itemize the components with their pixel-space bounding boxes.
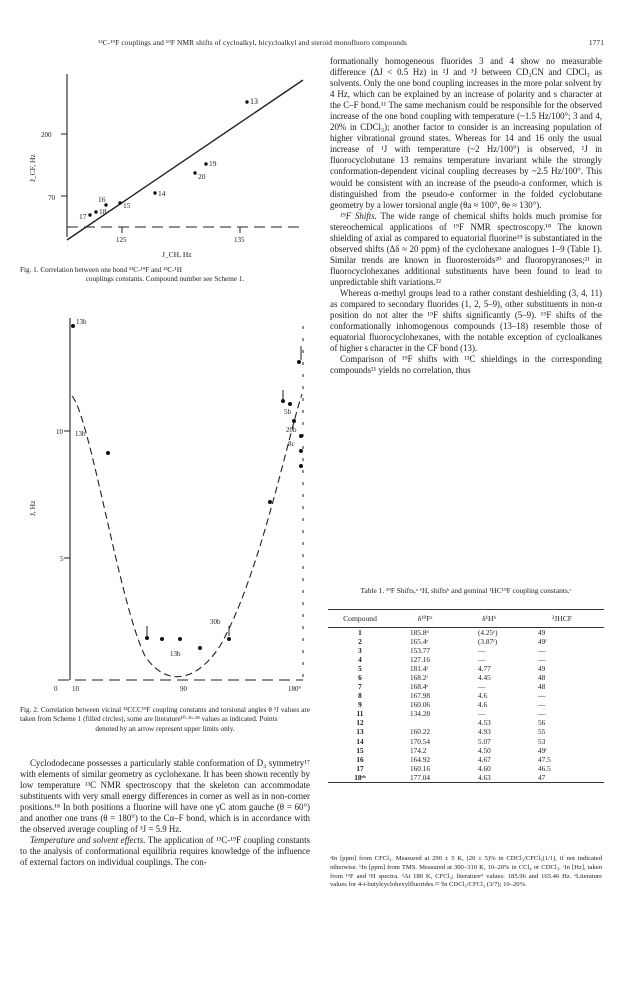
table-cell: 5.07 xyxy=(478,736,491,746)
table-cell: 49 xyxy=(538,628,546,637)
table-row xyxy=(328,664,604,673)
fig2-point xyxy=(292,419,296,423)
table-cell: — xyxy=(538,709,546,719)
fig1-point xyxy=(245,100,248,103)
fig2-ytick-label: 5 xyxy=(60,555,64,563)
table-header-row xyxy=(328,610,604,628)
fig1-xlabel: J_CH, Hz xyxy=(162,250,192,259)
table-cell: 4 xyxy=(358,655,362,665)
table-cell: 47.5 xyxy=(538,754,551,764)
table-cell: — xyxy=(478,646,486,656)
table-cell: — xyxy=(478,709,486,719)
table-cell: 164.92 xyxy=(410,754,431,764)
table-cell: 160.22 xyxy=(410,727,431,737)
fig2-point xyxy=(281,399,285,403)
figure-1-plot xyxy=(20,62,310,290)
table-cell: 47 xyxy=(520,773,604,783)
fig1-point xyxy=(118,201,121,204)
figure-2-plot xyxy=(20,306,310,691)
table-cell: 185.8ᵈ xyxy=(410,628,429,637)
fig2-point-label: 13b xyxy=(76,318,87,326)
table-cell: 160.06 xyxy=(410,700,431,710)
fig2-point-label: 20b xyxy=(286,426,297,434)
table-cell: 168.2ᶠ xyxy=(410,673,428,683)
fig1-point-label: 13 xyxy=(250,97,258,106)
fig2-xtick-label: 90 xyxy=(180,685,187,693)
table-cell: 4.60 xyxy=(478,763,491,773)
table-cell: 18ᵉʰ xyxy=(328,773,392,783)
fig1-point-label: 17 xyxy=(79,212,87,221)
table-cell: 56 xyxy=(538,718,546,728)
fig1-point xyxy=(153,191,156,194)
table-cell xyxy=(392,718,458,727)
table-cell: 49 xyxy=(538,664,546,674)
table-row xyxy=(328,655,604,664)
fig1-point xyxy=(193,171,196,174)
fig1-regression-line xyxy=(67,80,303,240)
running-title: ¹³C-¹⁹F couplings and ¹⁹F NMR shifts of cycloalkyl, bicycloalkyl and steroid monofluoro compounds xyxy=(98,38,407,47)
fig2-upper-limit-arrows xyxy=(147,346,301,636)
fig1-point-label: 15 xyxy=(123,201,131,210)
table-cell: — xyxy=(478,682,486,692)
table-cell: 127.16 xyxy=(410,655,431,665)
table-cell: 11 xyxy=(356,709,364,719)
table-row xyxy=(328,691,604,700)
table-row xyxy=(328,709,604,718)
table-cell: — xyxy=(538,700,546,710)
fig1-point xyxy=(204,162,207,165)
paragraph xyxy=(330,211,602,288)
table-cell: 174.2 xyxy=(410,745,427,755)
table-row xyxy=(328,646,604,655)
fig1-point xyxy=(94,210,97,213)
table-title: Table 1. ¹⁹F Shifts,ᵃ ¹H, shiftsᵇ and geminal ¹HC¹⁹F coupling constants.ᶜ xyxy=(360,586,572,595)
figure-1-caption xyxy=(20,266,310,285)
table-cell: 12 xyxy=(356,718,364,728)
fig2-point-label: 8c xyxy=(288,440,295,448)
table-cell: 3 xyxy=(358,646,362,656)
fig2-xtick-label: 0 xyxy=(54,685,58,693)
table-row xyxy=(328,673,604,682)
table-cell: 49ᶠ xyxy=(538,745,547,755)
table-row xyxy=(328,764,604,773)
table-row xyxy=(328,682,604,691)
fig1-point xyxy=(88,213,91,216)
table-cell: (3.87ᶠ) xyxy=(478,637,498,647)
table-cell: — xyxy=(478,655,486,665)
fig2-xtick-label: 180° xyxy=(288,685,302,693)
table-cell: 168.4ᵉ xyxy=(410,682,429,692)
column-header: δ¹Hᵇ xyxy=(458,610,520,628)
paragraph: Whereas α-methyl groups lead to a rather constant deshielding (3, 4, 11) as compared to secondary fluorides (1, 2, 5–9), other substituents in non-α position do not alter the ¹⁹F shifts significantly (5–9). ¹⁹F shifts of the conformationally inhomogenous compounds (13–18) resemble those of equatorial fluorocyclohexanes, with the notable exception of cycloalkanes of higher s character in the CF bond (13). xyxy=(330,287,602,354)
fig1-point-label: 19 xyxy=(209,159,217,168)
fig1-ytick-label: 70 xyxy=(48,194,55,202)
paragraph: Cyclododecane possesses a particularly stable conformation of D₄ symmetry¹⁷ with elements of similar geometry as cyclohexane. It has been shown recently by low temperature ¹³C NMR spectroscopy that the skeleton can accommodate substituents with very small energy differences in corner as well as in non-corner positions.¹⁸ In both positions a fluorine will have one γC atom gauche (θ = 60°) and another one trans (θ = 180°) to the Cα–F bond, which is in accordance with the observed average coupling of ³J = 5.9 Hz. xyxy=(20,758,310,835)
table-cell: 4.53 xyxy=(478,718,491,728)
table-row xyxy=(328,746,604,755)
paragraph xyxy=(20,835,310,868)
table-cell: 48 xyxy=(538,682,546,692)
table-row xyxy=(328,700,604,709)
section-heading: Temperature and solvent effects. xyxy=(30,835,146,846)
table-cell: 4.67 xyxy=(478,754,491,764)
table-row xyxy=(328,637,604,646)
page-number: 1771 xyxy=(588,38,604,47)
table-cell: 6 xyxy=(358,673,362,683)
table-cell: 181.4ᶠ xyxy=(410,664,428,674)
fig2-point xyxy=(288,402,292,406)
fig1-point-label: 16 xyxy=(98,195,106,204)
table-cell: 4.77 xyxy=(478,664,491,674)
column-header: Compound xyxy=(328,610,392,628)
fig2-ytick-label: 10 xyxy=(56,428,63,436)
figure-2-caption xyxy=(20,706,310,734)
table-cell: — xyxy=(538,655,546,665)
fig2-point xyxy=(297,360,301,364)
table-cell: 16 xyxy=(356,754,364,764)
fig2-point-label: 13b xyxy=(170,650,181,658)
fig2-point xyxy=(71,324,75,328)
fig1-point-label: 20 xyxy=(198,172,206,181)
fig1-ylabel: J_CF, Hz xyxy=(28,154,37,182)
fig1-ytick-label: 200 xyxy=(41,131,52,139)
fig1-xtick-label: 135 xyxy=(234,236,245,244)
fig1-xtick-label: 125 xyxy=(116,236,127,244)
table-row xyxy=(328,773,604,783)
table-cell: 15 xyxy=(356,745,364,755)
paragraph: Comparison of ¹⁹F shifts with ¹³C shieldings in the corresponding compounds²¹ yields no correlation, thus xyxy=(330,354,602,376)
column-header: δ¹⁹Fᵃ xyxy=(392,610,458,628)
table-row xyxy=(328,628,604,638)
table-cell: — xyxy=(538,691,546,701)
table-cell: 13 xyxy=(356,727,364,737)
table-cell: 5 xyxy=(358,664,362,674)
fig2-point xyxy=(198,646,202,650)
table-cell: 4.93 xyxy=(478,727,491,737)
table-cell: 7 xyxy=(358,682,362,692)
caption-line: couplings constants. Compound number see Scheme 1. xyxy=(85,275,245,284)
table-cell: 170.54 xyxy=(410,736,431,746)
fig2-point-label: 30b xyxy=(210,618,221,626)
fig2-point xyxy=(299,434,303,438)
caption-line: Fig. 1. Correlation between one bond ¹³C-¹⁹F and ¹³C-¹H xyxy=(20,266,182,274)
table-cell: (4.25ᵉ) xyxy=(478,628,498,637)
table-cell: 48 xyxy=(538,673,546,683)
table-cell: 4.6 xyxy=(478,700,488,710)
table-cell: 8 xyxy=(358,691,362,701)
fig2-point xyxy=(227,637,231,641)
fig1-point-label: 18 xyxy=(99,207,107,216)
table-cell: 55 xyxy=(538,727,546,737)
fig2-karplus-curve xyxy=(72,394,302,677)
table-cell: 165.4ᵉ xyxy=(410,637,429,647)
table-row xyxy=(328,755,604,764)
table-cell: 4.50 xyxy=(478,745,491,755)
table-cell: 167.98 xyxy=(410,691,431,701)
table-cell: 2 xyxy=(358,637,362,647)
fig2-point xyxy=(160,637,164,641)
fig2-point xyxy=(299,449,303,453)
table-cell: 134.28 xyxy=(410,709,431,719)
right-column-text xyxy=(330,56,602,376)
section-heading: ¹⁹F Shifts. xyxy=(340,210,377,221)
table-cell: 49ᶠ xyxy=(538,637,547,647)
table-row xyxy=(328,718,604,727)
fig2-point xyxy=(145,636,149,640)
paragraph: formationally homogeneous fluorides 3 and 4 show no measurable difference (ΔJ < 0.5 Hz) in ²J and ³J between CD₃CN and CDCl₃ as solvents. Only the one bond coupling increases in the more polar solvent by 4 Hz, which can be explained by an increase of polarity and s character at the C–F bond.¹¹ The same mechanism could be responsible for the observed increase of the one bond coupling with temperature (~1.5 Hz/100°; 3 and 4, 20% in CDCl₃); another factor to consider is an increasing population of higher vibrational ground states. Whereas for 14 and 16 only the usual increase of ¹J with temperature (~2 Hz/100°) is observed, ¹J in fluorocyclobutane 13 remains temperature invariant while the strongly conformation-dependent vicinal coupling decreases by ~2.5 Hz/100°. This would be consistent with an increase of the pseudo-a conformer, which is distinguished from the pseudo-e conformer in the folded cyclobutane geometry by a lower torsional angle (θa ≈ 100°, θe ≈ 130°). xyxy=(330,56,602,210)
shifts-table xyxy=(328,609,604,783)
table-row xyxy=(328,727,604,736)
table-cell: 4.63 xyxy=(458,773,520,783)
table-row xyxy=(328,737,604,746)
fig1-point-label: 14 xyxy=(158,189,166,198)
caption-text: Fig. 2. Correlation between vicinal ¹³CCC¹⁹F coupling constants and torsional angles θ ³J values are taken from Scheme 1 (filled circles), some are literature¹⁰·¹⁶·¹⁸ values as indicated. Points xyxy=(20,706,310,724)
table-cell: 14 xyxy=(356,736,364,746)
table-cell: 4.45 xyxy=(478,673,491,683)
fig2-point xyxy=(106,451,110,455)
table-cell: 177.04 xyxy=(392,773,458,783)
fig2-ylabel: J, Hz xyxy=(28,500,37,516)
table-cell: — xyxy=(538,646,546,656)
fig2-data-points xyxy=(71,324,303,650)
caption-line: denoted by an arrow represent upper limits only. xyxy=(95,724,235,733)
table-cell: 1 xyxy=(358,628,362,637)
paragraph-text: The application of ¹³C-¹⁹F coupling constants to the analysis of conformational equilibria requires knowledge of the influence of external factors on individual couplings. The con- xyxy=(20,835,310,868)
table-cell: 9 xyxy=(358,700,362,710)
fig2-xtick-label: 10 xyxy=(72,685,79,693)
table-footnote: ᵃIn [ppm] from CFCl₃. Measured at 290 ± 5 K, (20 ± 5)% in CDCl₃/CFCl₃(1/1), if not indicated otherwise. ᵇIn [ppm] from TMS. Measured at 300–310 K, 10–20% in CCl₄ or CDCl₃. ᶜIn [Hz], taken from ¹⁹F and ¹H spectra. ᵈAt 180 K, CFCl₃; literatureᵉᶠ values: 185.96 and 165.46 Hz. ᵉLiterature values for 4-t-butylcyclohexylfluorides.²² ᶠIn CDCl₃/CFCl₃ (3/7); 10–20%. xyxy=(330,855,602,889)
table-cell: 53 xyxy=(538,736,546,746)
fig2-point xyxy=(178,637,182,641)
paragraph-text: The wide range of chemical shifts holds much promise for stereochemical applications of ¹⁹F NMR spectroscopy.¹⁸ The known shielding of axial as compared to equatorial fluorine¹⁹ is substantiated in the observed shifts (Δδ ≈ 20 ppm) of the cyclohexane analogues 1–9 (Table 1). Similar trends are known in fluorosteroids²⁰ and fluoropyranoses;²¹ in fluorocyclohexanes additional substituents have been found to lead to unpredictable shift variations.²² xyxy=(330,210,602,287)
table-cell: 17 xyxy=(356,763,364,773)
fig2-point-label: 5b xyxy=(284,408,291,416)
fig2-point xyxy=(299,464,303,468)
fig2-point xyxy=(268,500,272,504)
table-cell: 160.16 xyxy=(410,763,431,773)
table-cell: 4.6 xyxy=(478,691,488,701)
fig1-data-points xyxy=(79,97,258,221)
table-cell: 46.5 xyxy=(538,763,551,773)
left-column-text xyxy=(20,758,310,868)
column-header: ²JHCF xyxy=(520,610,604,628)
table-cell: 153.77 xyxy=(410,646,431,656)
fig2-point-label: 13b xyxy=(75,430,86,438)
